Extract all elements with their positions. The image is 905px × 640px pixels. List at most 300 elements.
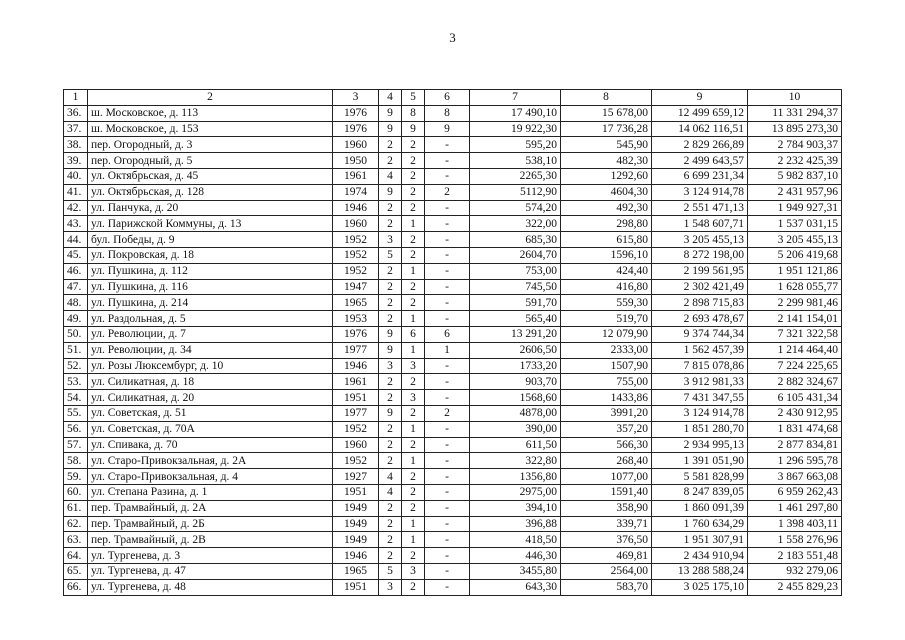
floors-cell: 2 bbox=[379, 137, 402, 153]
column-header: 2 bbox=[88, 90, 333, 106]
year-built-cell: 1965 bbox=[333, 563, 379, 579]
year-built-cell: 1960 bbox=[333, 437, 379, 453]
value-col-10-cell: 1 296 595,78 bbox=[748, 453, 842, 469]
address-cell: ш. Московское, д. 113 bbox=[88, 105, 333, 121]
living-area-cell: 2333,00 bbox=[561, 342, 652, 358]
table-row bbox=[64, 563, 842, 579]
entrances-cell: 2 bbox=[402, 500, 425, 516]
elevators-cell: - bbox=[425, 516, 470, 532]
row-number-cell: 66. bbox=[64, 579, 88, 595]
elevators-cell: 6 bbox=[425, 326, 470, 342]
year-built-cell: 1949 bbox=[333, 532, 379, 548]
address-cell: ул. Розы Люксембург, д. 10 bbox=[88, 358, 333, 374]
address-cell: ул. Раздольная, д. 5 bbox=[88, 311, 333, 327]
value-col-10-cell: 7 321 322,58 bbox=[748, 326, 842, 342]
value-col-10-cell: 6 105 431,34 bbox=[748, 390, 842, 406]
table-row bbox=[64, 579, 842, 595]
total-area-cell: 595,20 bbox=[470, 137, 561, 153]
address-cell: ул. Октябрьская, д. 128 bbox=[88, 184, 333, 200]
living-area-cell: 3991,20 bbox=[561, 405, 652, 421]
floors-cell: 4 bbox=[379, 484, 402, 500]
total-area-cell: 322,00 bbox=[470, 216, 561, 232]
floors-cell: 2 bbox=[379, 390, 402, 406]
floors-cell: 5 bbox=[379, 247, 402, 263]
value-col-10-cell: 932 279,06 bbox=[748, 563, 842, 579]
entrances-cell: 2 bbox=[402, 168, 425, 184]
column-header: 10 bbox=[748, 90, 842, 106]
total-area-cell: 418,50 bbox=[470, 532, 561, 548]
column-header: 9 bbox=[652, 90, 748, 106]
entrances-cell: 1 bbox=[402, 342, 425, 358]
column-header: 6 bbox=[425, 90, 470, 106]
entrances-cell: 2 bbox=[402, 295, 425, 311]
entrances-cell: 2 bbox=[402, 437, 425, 453]
table-row bbox=[64, 405, 842, 421]
address-cell: пер. Огородный, д. 5 bbox=[88, 153, 333, 169]
year-built-cell: 1927 bbox=[333, 469, 379, 485]
row-number-cell: 57. bbox=[64, 437, 88, 453]
elevators-cell: - bbox=[425, 358, 470, 374]
value-col-10-cell: 2 431 957,96 bbox=[748, 184, 842, 200]
value-col-9-cell: 8 272 198,00 bbox=[652, 247, 748, 263]
table-row bbox=[64, 342, 842, 358]
address-cell: ул. Спивака, д. 70 bbox=[88, 437, 333, 453]
total-area-cell: 1568,60 bbox=[470, 390, 561, 406]
entrances-cell: 2 bbox=[402, 247, 425, 263]
entrances-cell: 3 bbox=[402, 390, 425, 406]
living-area-cell: 559,30 bbox=[561, 295, 652, 311]
year-built-cell: 1952 bbox=[333, 263, 379, 279]
year-built-cell: 1947 bbox=[333, 279, 379, 295]
address-cell: ул. Пушкина, д. 112 bbox=[88, 263, 333, 279]
elevators-cell: - bbox=[425, 484, 470, 500]
entrances-cell: 1 bbox=[402, 311, 425, 327]
row-number-cell: 47. bbox=[64, 279, 88, 295]
entrances-cell: 9 bbox=[402, 121, 425, 137]
value-col-9-cell: 1 391 051,90 bbox=[652, 453, 748, 469]
total-area-cell: 19 922,30 bbox=[470, 121, 561, 137]
value-col-9-cell: 2 551 471,13 bbox=[652, 200, 748, 216]
column-header: 8 bbox=[561, 90, 652, 106]
floors-cell: 2 bbox=[379, 216, 402, 232]
header-row bbox=[64, 90, 842, 106]
value-col-10-cell: 1 949 927,31 bbox=[748, 200, 842, 216]
table-row bbox=[64, 137, 842, 153]
total-area-cell: 745,50 bbox=[470, 279, 561, 295]
total-area-cell: 2975,00 bbox=[470, 484, 561, 500]
value-col-9-cell: 2 898 715,83 bbox=[652, 295, 748, 311]
floors-cell: 4 bbox=[379, 469, 402, 485]
elevators-cell: - bbox=[425, 153, 470, 169]
table-row bbox=[64, 437, 842, 453]
floors-cell: 2 bbox=[379, 453, 402, 469]
living-area-cell: 2564,00 bbox=[561, 563, 652, 579]
entrances-cell: 1 bbox=[402, 453, 425, 469]
row-number-cell: 42. bbox=[64, 200, 88, 216]
value-col-9-cell: 2 434 910,94 bbox=[652, 548, 748, 564]
value-col-9-cell: 9 374 744,34 bbox=[652, 326, 748, 342]
row-number-cell: 45. bbox=[64, 247, 88, 263]
total-area-cell: 3455,80 bbox=[470, 563, 561, 579]
year-built-cell: 1952 bbox=[333, 453, 379, 469]
address-cell: пер. Трамвайный, д. 2А bbox=[88, 500, 333, 516]
address-cell: ул. Силикатная, д. 20 bbox=[88, 390, 333, 406]
address-cell: ул. Старо-Привокзальная, д. 4 bbox=[88, 469, 333, 485]
year-built-cell: 1946 bbox=[333, 548, 379, 564]
living-area-cell: 357,20 bbox=[561, 421, 652, 437]
page-number: 3 bbox=[449, 30, 456, 45]
value-col-9-cell: 1 851 280,70 bbox=[652, 421, 748, 437]
table-row bbox=[64, 279, 842, 295]
table-row bbox=[64, 153, 842, 169]
year-built-cell: 1952 bbox=[333, 421, 379, 437]
address-cell: ул. Революции, д. 34 bbox=[88, 342, 333, 358]
floors-cell: 9 bbox=[379, 342, 402, 358]
total-area-cell: 1733,20 bbox=[470, 358, 561, 374]
value-col-10-cell: 2 299 981,46 bbox=[748, 295, 842, 311]
column-header: 3 bbox=[333, 90, 379, 106]
total-area-cell: 903,70 bbox=[470, 374, 561, 390]
value-col-10-cell: 1 214 464,40 bbox=[748, 342, 842, 358]
table-row bbox=[64, 516, 842, 532]
total-area-cell: 2265,30 bbox=[470, 168, 561, 184]
value-col-9-cell: 1 860 091,39 bbox=[652, 500, 748, 516]
table-row bbox=[64, 232, 842, 248]
column-header: 7 bbox=[470, 90, 561, 106]
value-col-10-cell: 2 877 834,81 bbox=[748, 437, 842, 453]
address-cell: ул. Советская, д. 70А bbox=[88, 421, 333, 437]
row-number-cell: 51. bbox=[64, 342, 88, 358]
table-row bbox=[64, 469, 842, 485]
living-area-cell: 755,00 bbox=[561, 374, 652, 390]
address-cell: ул. Пушкина, д. 116 bbox=[88, 279, 333, 295]
elevators-cell: 2 bbox=[425, 405, 470, 421]
entrances-cell: 2 bbox=[402, 405, 425, 421]
total-area-cell: 5112,90 bbox=[470, 184, 561, 200]
row-number-cell: 53. bbox=[64, 374, 88, 390]
year-built-cell: 1976 bbox=[333, 326, 379, 342]
table-row bbox=[64, 548, 842, 564]
row-number-cell: 40. bbox=[64, 168, 88, 184]
entrances-cell: 3 bbox=[402, 358, 425, 374]
elevators-cell: 8 bbox=[425, 105, 470, 121]
living-area-cell: 12 079,90 bbox=[561, 326, 652, 342]
entrances-cell: 8 bbox=[402, 105, 425, 121]
total-area-cell: 753,00 bbox=[470, 263, 561, 279]
year-built-cell: 1952 bbox=[333, 247, 379, 263]
living-area-cell: 1591,40 bbox=[561, 484, 652, 500]
entrances-cell: 1 bbox=[402, 516, 425, 532]
floors-cell: 2 bbox=[379, 311, 402, 327]
entrances-cell: 2 bbox=[402, 484, 425, 500]
living-area-cell: 424,40 bbox=[561, 263, 652, 279]
address-cell: ул. Октябрьская, д. 45 bbox=[88, 168, 333, 184]
living-area-cell: 15 678,00 bbox=[561, 105, 652, 121]
elevators-cell: - bbox=[425, 469, 470, 485]
table-body bbox=[64, 105, 842, 595]
address-cell: ул. Силикатная, д. 18 bbox=[88, 374, 333, 390]
year-built-cell: 1946 bbox=[333, 358, 379, 374]
value-col-9-cell: 1 562 457,39 bbox=[652, 342, 748, 358]
elevators-cell: - bbox=[425, 263, 470, 279]
address-cell: ул. Парижской Коммуны, д. 13 bbox=[88, 216, 333, 232]
elevators-cell: - bbox=[425, 453, 470, 469]
value-col-9-cell: 1 548 607,71 bbox=[652, 216, 748, 232]
table-row bbox=[64, 421, 842, 437]
living-area-cell: 17 736,28 bbox=[561, 121, 652, 137]
table-row bbox=[64, 311, 842, 327]
elevators-cell: - bbox=[425, 216, 470, 232]
elevators-cell: - bbox=[425, 390, 470, 406]
value-col-9-cell: 2 199 561,95 bbox=[652, 263, 748, 279]
entrances-cell: 2 bbox=[402, 279, 425, 295]
entrances-cell: 2 bbox=[402, 137, 425, 153]
value-col-10-cell: 2 784 903,37 bbox=[748, 137, 842, 153]
floors-cell: 4 bbox=[379, 168, 402, 184]
year-built-cell: 1949 bbox=[333, 516, 379, 532]
address-cell: ул. Тургенева, д. 48 bbox=[88, 579, 333, 595]
year-built-cell: 1950 bbox=[333, 153, 379, 169]
address-cell: ул. Тургенева, д. 47 bbox=[88, 563, 333, 579]
row-number-cell: 54. bbox=[64, 390, 88, 406]
value-col-10-cell: 2 141 154,01 bbox=[748, 311, 842, 327]
entrances-cell: 1 bbox=[402, 421, 425, 437]
row-number-cell: 38. bbox=[64, 137, 88, 153]
living-area-cell: 1433,86 bbox=[561, 390, 652, 406]
total-area-cell: 643,30 bbox=[470, 579, 561, 595]
table-row bbox=[64, 484, 842, 500]
address-cell: ул. Покровская, д. 18 bbox=[88, 247, 333, 263]
value-col-9-cell: 3 124 914,78 bbox=[652, 184, 748, 200]
row-number-cell: 64. bbox=[64, 548, 88, 564]
row-number-cell: 44. bbox=[64, 232, 88, 248]
year-built-cell: 1961 bbox=[333, 374, 379, 390]
floors-cell: 2 bbox=[379, 516, 402, 532]
total-area-cell: 394,10 bbox=[470, 500, 561, 516]
row-number-cell: 62. bbox=[64, 516, 88, 532]
year-built-cell: 1951 bbox=[333, 484, 379, 500]
value-col-9-cell: 3 912 981,33 bbox=[652, 374, 748, 390]
floors-cell: 9 bbox=[379, 105, 402, 121]
floors-cell: 2 bbox=[379, 153, 402, 169]
elevators-cell: - bbox=[425, 579, 470, 595]
floors-cell: 2 bbox=[379, 263, 402, 279]
floors-cell: 2 bbox=[379, 279, 402, 295]
row-number-cell: 43. bbox=[64, 216, 88, 232]
value-col-9-cell: 2 829 266,89 bbox=[652, 137, 748, 153]
elevators-cell: 9 bbox=[425, 121, 470, 137]
year-built-cell: 1976 bbox=[333, 121, 379, 137]
address-cell: пер. Трамвайный, д. 2В bbox=[88, 532, 333, 548]
entrances-cell: 1 bbox=[402, 216, 425, 232]
value-col-9-cell: 2 302 421,49 bbox=[652, 279, 748, 295]
living-area-cell: 1507,90 bbox=[561, 358, 652, 374]
living-area-cell: 339,71 bbox=[561, 516, 652, 532]
value-col-10-cell: 5 982 837,10 bbox=[748, 168, 842, 184]
elevators-cell: - bbox=[425, 563, 470, 579]
year-built-cell: 1946 bbox=[333, 200, 379, 216]
table-row bbox=[64, 105, 842, 121]
entrances-cell: 2 bbox=[402, 469, 425, 485]
row-number-cell: 60. bbox=[64, 484, 88, 500]
year-built-cell: 1949 bbox=[333, 500, 379, 516]
address-cell: ул. Панчука, д. 20 bbox=[88, 200, 333, 216]
total-area-cell: 13 291,20 bbox=[470, 326, 561, 342]
value-col-9-cell: 14 062 116,51 bbox=[652, 121, 748, 137]
year-built-cell: 1952 bbox=[333, 232, 379, 248]
floors-cell: 2 bbox=[379, 548, 402, 564]
table-row bbox=[64, 374, 842, 390]
column-header: 5 bbox=[402, 90, 425, 106]
table-row bbox=[64, 532, 842, 548]
elevators-cell: - bbox=[425, 232, 470, 248]
row-number-cell: 48. bbox=[64, 295, 88, 311]
living-area-cell: 298,80 bbox=[561, 216, 652, 232]
living-area-cell: 376,50 bbox=[561, 532, 652, 548]
value-col-10-cell: 1 398 403,11 bbox=[748, 516, 842, 532]
value-col-10-cell: 2 430 912,95 bbox=[748, 405, 842, 421]
row-number-cell: 65. bbox=[64, 563, 88, 579]
table-row bbox=[64, 247, 842, 263]
year-built-cell: 1951 bbox=[333, 390, 379, 406]
elevators-cell: - bbox=[425, 548, 470, 564]
row-number-cell: 58. bbox=[64, 453, 88, 469]
table-row bbox=[64, 390, 842, 406]
entrances-cell: 1 bbox=[402, 532, 425, 548]
address-cell: ул. Советская, д. 51 bbox=[88, 405, 333, 421]
living-area-cell: 583,70 bbox=[561, 579, 652, 595]
table-row bbox=[64, 500, 842, 516]
value-col-10-cell: 11 331 294,37 bbox=[748, 105, 842, 121]
value-col-10-cell: 5 206 419,68 bbox=[748, 247, 842, 263]
floors-cell: 9 bbox=[379, 121, 402, 137]
entrances-cell: 2 bbox=[402, 374, 425, 390]
address-cell: ул. Пушкина, д. 214 bbox=[88, 295, 333, 311]
living-area-cell: 492,30 bbox=[561, 200, 652, 216]
floors-cell: 9 bbox=[379, 405, 402, 421]
value-col-9-cell: 3 205 455,13 bbox=[652, 232, 748, 248]
total-area-cell: 2604,70 bbox=[470, 247, 561, 263]
year-built-cell: 1977 bbox=[333, 342, 379, 358]
entrances-cell: 2 bbox=[402, 548, 425, 564]
row-number-cell: 61. bbox=[64, 500, 88, 516]
floors-cell: 2 bbox=[379, 200, 402, 216]
value-col-10-cell: 6 959 262,43 bbox=[748, 484, 842, 500]
address-cell: ул. Революции, д. 7 bbox=[88, 326, 333, 342]
value-col-10-cell: 1 831 474,68 bbox=[748, 421, 842, 437]
value-col-9-cell: 1 760 634,29 bbox=[652, 516, 748, 532]
year-built-cell: 1960 bbox=[333, 216, 379, 232]
row-number-cell: 63. bbox=[64, 532, 88, 548]
row-number-cell: 41. bbox=[64, 184, 88, 200]
total-area-cell: 322,80 bbox=[470, 453, 561, 469]
floors-cell: 2 bbox=[379, 295, 402, 311]
row-number-cell: 59. bbox=[64, 469, 88, 485]
table-row bbox=[64, 358, 842, 374]
value-col-10-cell: 2 232 425,39 bbox=[748, 153, 842, 169]
entrances-cell: 2 bbox=[402, 200, 425, 216]
entrances-cell: 6 bbox=[402, 326, 425, 342]
total-area-cell: 591,70 bbox=[470, 295, 561, 311]
address-cell: ул. Старо-Привокзальная, д. 2А bbox=[88, 453, 333, 469]
elevators-cell: - bbox=[425, 279, 470, 295]
table-row bbox=[64, 326, 842, 342]
year-built-cell: 1953 bbox=[333, 311, 379, 327]
elevators-cell: - bbox=[425, 200, 470, 216]
elevators-cell: - bbox=[425, 421, 470, 437]
row-number-cell: 56. bbox=[64, 421, 88, 437]
value-col-9-cell: 8 247 839,05 bbox=[652, 484, 748, 500]
entrances-cell: 1 bbox=[402, 263, 425, 279]
year-built-cell: 1960 bbox=[333, 137, 379, 153]
year-built-cell: 1951 bbox=[333, 579, 379, 595]
row-number-cell: 37. bbox=[64, 121, 88, 137]
total-area-cell: 4878,00 bbox=[470, 405, 561, 421]
row-number-cell: 52. bbox=[64, 358, 88, 374]
living-area-cell: 4604,30 bbox=[561, 184, 652, 200]
value-col-10-cell: 1 537 031,15 bbox=[748, 216, 842, 232]
year-built-cell: 1977 bbox=[333, 405, 379, 421]
value-col-9-cell: 3 124 914,78 bbox=[652, 405, 748, 421]
value-col-9-cell: 12 499 659,12 bbox=[652, 105, 748, 121]
value-col-9-cell: 2 693 478,67 bbox=[652, 311, 748, 327]
address-cell: пер. Огородный, д. 3 bbox=[88, 137, 333, 153]
floors-cell: 2 bbox=[379, 374, 402, 390]
entrances-cell: 2 bbox=[402, 579, 425, 595]
elevators-cell: - bbox=[425, 437, 470, 453]
living-area-cell: 545,90 bbox=[561, 137, 652, 153]
living-area-cell: 615,80 bbox=[561, 232, 652, 248]
row-number-cell: 36. bbox=[64, 105, 88, 121]
living-area-cell: 469,81 bbox=[561, 548, 652, 564]
table-row bbox=[64, 184, 842, 200]
living-area-cell: 482,30 bbox=[561, 153, 652, 169]
living-area-cell: 566,30 bbox=[561, 437, 652, 453]
floors-cell: 5 bbox=[379, 563, 402, 579]
row-number-cell: 50. bbox=[64, 326, 88, 342]
value-col-10-cell: 2 455 829,23 bbox=[748, 579, 842, 595]
floors-cell: 2 bbox=[379, 421, 402, 437]
table-row bbox=[64, 295, 842, 311]
elevators-cell: - bbox=[425, 137, 470, 153]
total-area-cell: 611,50 bbox=[470, 437, 561, 453]
table-row bbox=[64, 168, 842, 184]
total-area-cell: 565,40 bbox=[470, 311, 561, 327]
row-number-cell: 49. bbox=[64, 311, 88, 327]
table-row bbox=[64, 453, 842, 469]
value-col-10-cell: 13 895 273,30 bbox=[748, 121, 842, 137]
value-col-10-cell: 2 183 551,48 bbox=[748, 548, 842, 564]
floors-cell: 9 bbox=[379, 326, 402, 342]
year-built-cell: 1961 bbox=[333, 168, 379, 184]
total-area-cell: 1356,80 bbox=[470, 469, 561, 485]
living-area-cell: 1077,00 bbox=[561, 469, 652, 485]
value-col-10-cell: 7 224 225,65 bbox=[748, 358, 842, 374]
table-row bbox=[64, 121, 842, 137]
total-area-cell: 538,10 bbox=[470, 153, 561, 169]
total-area-cell: 685,30 bbox=[470, 232, 561, 248]
value-col-9-cell: 13 288 588,24 bbox=[652, 563, 748, 579]
column-header: 4 bbox=[379, 90, 402, 106]
elevators-cell: - bbox=[425, 295, 470, 311]
elevators-cell: 2 bbox=[425, 184, 470, 200]
living-area-cell: 1292,60 bbox=[561, 168, 652, 184]
address-cell: ул. Степана Разина, д. 1 bbox=[88, 484, 333, 500]
value-col-9-cell: 1 951 307,91 bbox=[652, 532, 748, 548]
year-built-cell: 1965 bbox=[333, 295, 379, 311]
value-col-10-cell: 1 951 121,86 bbox=[748, 263, 842, 279]
value-col-9-cell: 5 581 828,99 bbox=[652, 469, 748, 485]
